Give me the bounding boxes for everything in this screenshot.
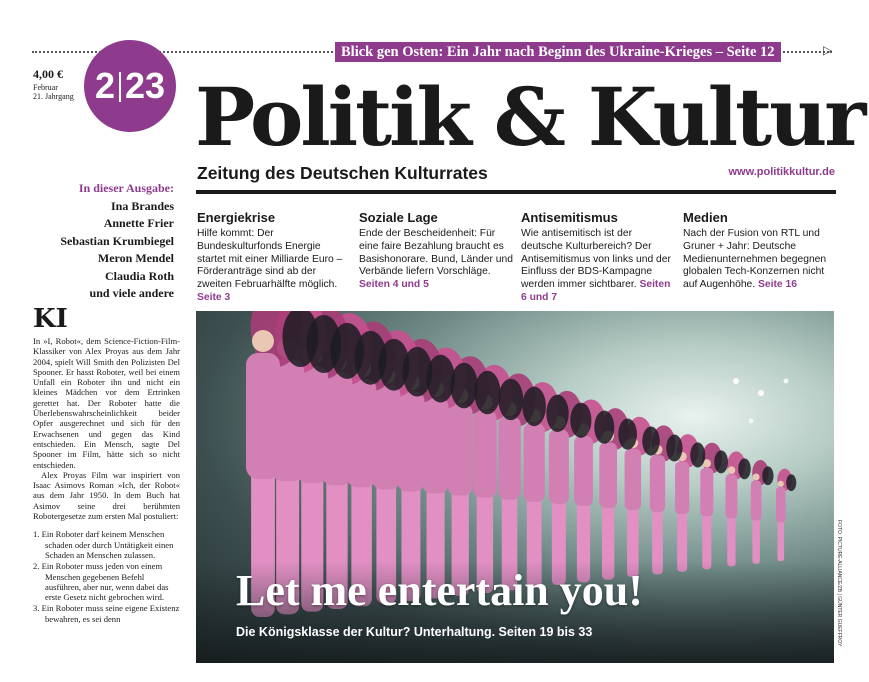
teaser-title[interactable]: Energiekrise	[197, 210, 276, 225]
dancer	[776, 469, 796, 561]
ki-article-body	[33, 336, 180, 682]
arrow-right-icon: ▷	[823, 43, 833, 57]
dancer	[751, 460, 774, 564]
issue-divider	[119, 72, 121, 102]
masthead-subtitle: Zeitung des Deutschen Kulturrates	[197, 163, 488, 183]
teaser-page-link[interactable]: Seiten 4 und 5	[359, 279, 429, 291]
feature-caption[interactable]: Die Königsklasse der Kultur? Unterhaltung. Seiten 19 bis 33	[236, 625, 593, 639]
teaser-medien[interactable]	[683, 209, 838, 292]
stage-light	[749, 419, 754, 424]
contents-name[interactable]: Sebastian Krumbiegel	[60, 233, 174, 248]
teaser-title[interactable]: Antisemitismus	[521, 210, 618, 225]
ki-article-title: KI	[33, 304, 68, 334]
robot-law-item: 1. Ein Roboter darf keinem Menschen schaden oder durch Untätigkeit einen Schaden an Menschen zulassen.	[33, 529, 174, 560]
teaser-text: Nach der Fusion von RTL und Gruner + Jahr: Deutsche Medienunternehmen begegnen globalen Tech-Konzernen nicht auf Augenhöhe.	[683, 228, 827, 291]
issue-contents	[40, 180, 174, 303]
dancer	[726, 451, 751, 566]
contents-heading: In dieser Ausgabe:	[78, 181, 174, 195]
issue-number-badge	[84, 40, 176, 132]
teaser-soziale-lage[interactable]	[359, 209, 514, 292]
teaser-text: Ende der Bescheidenheit: Für eine faire Bezahlung braucht es Basishonorare. Bund, Länder und Verbände liefern Vorschläge.	[359, 228, 513, 278]
feature-headline[interactable]: Let me entertain you!	[236, 566, 643, 615]
ki-paragraph: In »I, Robot«, dem Science-Fiction-Film-Klassiker von Alex Proyas aus dem Jahr 2004, spielt Will Smith den Polizisten Del Spooner. Er hasst Roboter, weil bei einem Unfall ein Roboter ihn und nicht ein kleines Mädchen vor dem Ertrinken gerettet hat. Der Roboter hatte die Überlebenswahrscheinlichkeit beider Opfer ausgerechnet und sich für den Erwachsenen und gegen das Kind entschieden. Ein Mensch, sagte Del Spooner im Film, hätte sich so nicht entschieden.	[33, 336, 180, 470]
teaser-page-link[interactable]: Seite 3	[197, 291, 231, 303]
website-link[interactable]: www.politikkultur.de	[728, 166, 835, 178]
teaser-text: Wie antisemitisch ist der deutsche Kulturbereich? Der Antisemitismus von links und der Einfluss der BDS-Kampagne werden immer sichtbarer.	[521, 228, 671, 291]
contents-name[interactable]: Claudia Roth	[104, 268, 174, 283]
issue-volume: 21. Jahrgang	[33, 92, 74, 101]
teaser-page-link[interactable]: Seite 16	[758, 279, 797, 291]
issue-month: Februar	[33, 83, 58, 92]
teaser-page-link[interactable]: Seiten 6 und 7	[521, 279, 671, 303]
dancer	[700, 443, 728, 569]
issue-year: 23	[124, 65, 166, 106]
contents-name[interactable]: Annette Frier	[103, 216, 174, 230]
issue-number: 2	[94, 65, 115, 106]
masthead-rule	[196, 190, 836, 194]
teaser-title[interactable]: Soziale Lage	[359, 210, 438, 225]
stage-light	[784, 379, 789, 384]
price: 4,00 €	[33, 67, 63, 81]
robot-laws-list	[33, 529, 180, 624]
masthead-title: Politik & Kultur	[195, 70, 864, 164]
contents-name[interactable]: Ina Brandes	[110, 198, 174, 213]
teaser-energiekrise[interactable]	[197, 209, 352, 305]
robot-law-item: 3. Ein Roboter muss seine eigene Existenz bewahren, es sei denn	[33, 603, 180, 624]
stage-light	[758, 390, 764, 396]
photo-credit: FOTO: PICTURE-ALLIANCE/ZB | GÜNTER GUEFFROY	[836, 520, 842, 647]
top-banner-link[interactable]: Blick gen Osten: Ein Jahr nach Beginn des Ukraine-Krieges – Seite 12	[335, 42, 781, 62]
ki-paragraph: Alex Proyas Film war inspiriert von Isaac Asimovs Roman »Ich, der Robot« aus dem Jahr 1950. In dem Buch hat Asimov seine drei berühmten Robotergesetze zum ersten Mal postuliert:	[33, 469, 180, 522]
contents-name[interactable]: Meron Mendel	[97, 251, 174, 265]
stage-light	[733, 378, 739, 384]
robot-law-item: 2. Ein Roboter muss jeden von einem Menschen gegebenen Befehl ausführen, aber nur, wenn dabei das erste Gesetz nicht gebrochen wird.	[33, 561, 169, 603]
teaser-title[interactable]: Medien	[683, 210, 728, 225]
teaser-antisemitismus[interactable]	[521, 209, 676, 305]
contents-more: und viele andere	[89, 286, 174, 300]
teaser-text: Hilfe kommt: Der Bundeskulturfonds Energie startet mit einer Milliarde Euro – Förderanträge sind ab der zweiten Februarhälfte möglich.	[197, 228, 343, 291]
